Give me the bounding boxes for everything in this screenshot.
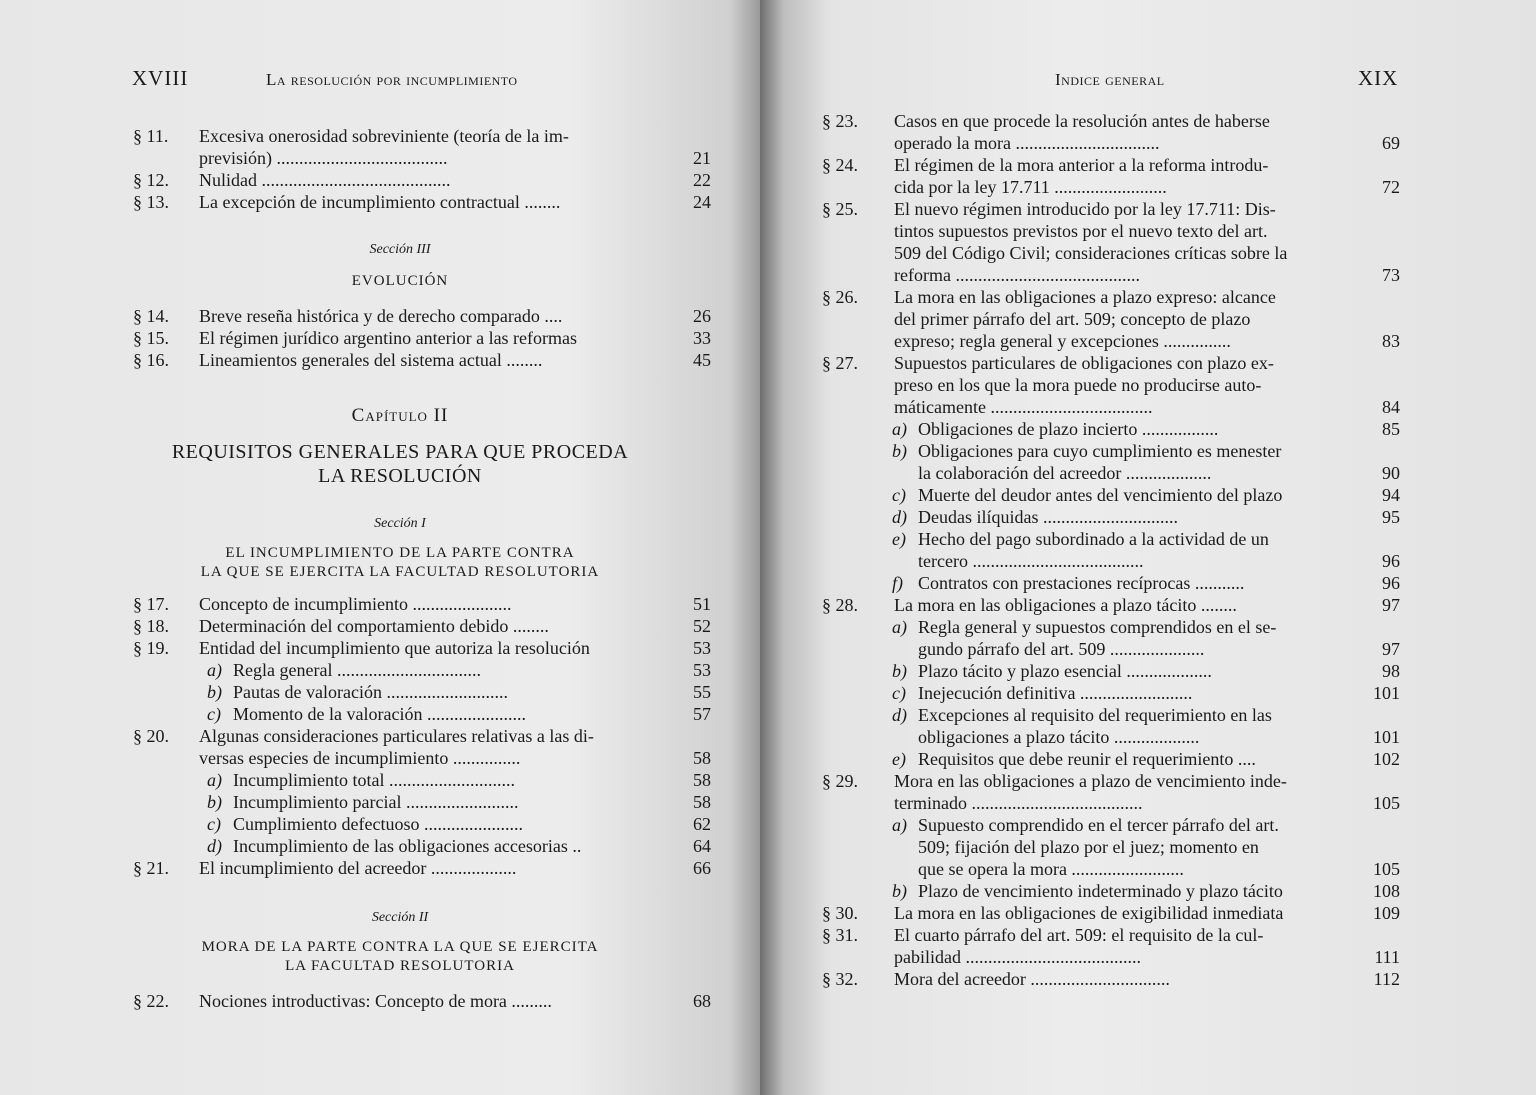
toc-entry xyxy=(822,440,1400,484)
toc-entry xyxy=(133,857,711,879)
entry-title-line: Algunas consideraciones particulares relativas a las di- xyxy=(199,726,594,746)
page-reference: 95 xyxy=(1382,507,1400,527)
entry-title-line: La mora en las obligaciones a plazo expreso: alcance xyxy=(894,287,1276,307)
entry-title-line: Concepto de incumplimiento ...................... xyxy=(199,594,512,614)
subsection-letter: c) xyxy=(207,814,221,834)
page-reference: 33 xyxy=(693,328,711,348)
entry-title-line: Incumplimiento de las obligaciones accesorias .. xyxy=(233,836,582,856)
page-reference: 22 xyxy=(693,170,711,190)
section-number: § 16. xyxy=(133,350,169,370)
section-number: § 24. xyxy=(822,155,858,175)
toc-entry xyxy=(133,305,711,327)
subsection-letter: b) xyxy=(207,682,222,702)
entry-title-line: El cuarto párrafo del art. 509: el requisito de la cul- xyxy=(894,925,1264,945)
section2-title-line2: LA FACULTAD RESOLUTORIA xyxy=(285,958,515,974)
subsection-letter: b) xyxy=(892,441,907,461)
entry-title-line: la colaboración del acreedor ................... xyxy=(918,463,1212,483)
page-reference: 109 xyxy=(1373,903,1400,923)
section-number: § 30. xyxy=(822,903,858,923)
entry-title-line: previsión) ...................................... xyxy=(199,148,448,168)
page-reference: 72 xyxy=(1382,177,1400,197)
page-reference: 51 xyxy=(693,594,711,614)
entry-title-line: Hecho del pago subordinado a la actividad de un xyxy=(918,529,1269,549)
toc-entry xyxy=(133,169,711,191)
chapter-title-line1: REQUISITOS GENERALES PARA QUE PROCEDA xyxy=(171,441,629,463)
entry-title-line: tintos supuestos previstos por el nuevo texto del art. xyxy=(894,221,1268,241)
toc-entry xyxy=(822,880,1400,902)
toc-entry xyxy=(822,814,1400,880)
toc-entry xyxy=(133,769,711,791)
entry-title-line: gundo párrafo del art. 509 ..................... xyxy=(918,639,1205,659)
subsection-letter: a) xyxy=(892,419,907,439)
entry-title-line: Deudas ilíquidas .............................. xyxy=(918,507,1178,527)
entry-title-line: reforma ......................................... xyxy=(894,265,1140,285)
toc-entry xyxy=(822,594,1400,616)
entry-title-line: Incumplimiento parcial ......................... xyxy=(233,792,519,812)
entry-title-line: 509 del Código Civil; consideraciones críticas sobre la xyxy=(894,243,1288,263)
section-number: § 32. xyxy=(822,969,858,989)
entry-title-line: Momento de la valoración ...................... xyxy=(233,704,526,724)
right-page-number: XIX xyxy=(1358,66,1399,90)
section1-label: Sección I xyxy=(374,516,426,531)
page-reference: 97 xyxy=(1382,639,1400,659)
entry-title-line: Entidad del incumplimiento que autoriza la resolución xyxy=(199,638,590,658)
page-reference: 108 xyxy=(1373,881,1400,901)
section1-title-line1: EL INCUMPLIMIENTO DE LA PARTE CONTRA xyxy=(225,545,575,561)
entry-title-line: pabilidad ....................................... xyxy=(894,947,1141,967)
entry-title-line: Supuesto comprendido en el tercer párrafo del art. xyxy=(918,815,1279,835)
entry-title-line: La mora en las obligaciones a plazo tácito ........ xyxy=(894,595,1237,615)
page-reference: 102 xyxy=(1373,749,1400,769)
page-reference: 24 xyxy=(693,192,711,212)
entry-title-line: Requisitos que debe reunir el requerimiento .... xyxy=(918,749,1256,769)
page-reference: 69 xyxy=(1382,133,1400,153)
toc-entry xyxy=(822,902,1400,924)
section-number: § 21. xyxy=(133,858,169,878)
toc-entry xyxy=(133,791,711,813)
page-reference: 53 xyxy=(693,660,711,680)
page-reference: 58 xyxy=(693,792,711,812)
page-reference: 64 xyxy=(693,836,711,856)
section-number: § 31. xyxy=(822,925,858,945)
entry-title-line: Pautas de valoración ........................... xyxy=(233,682,508,702)
chapter-label: Capítulo II xyxy=(351,405,449,426)
page-reference: 90 xyxy=(1382,463,1400,483)
page-reference: 96 xyxy=(1382,551,1400,571)
entry-title-line: La mora en las obligaciones de exigibilidad inmediata xyxy=(894,903,1284,923)
entry-title-line: preso en los que la mora puede no producirse auto- xyxy=(894,375,1262,395)
page-reference: 84 xyxy=(1382,397,1400,417)
page-reference: 58 xyxy=(693,770,711,790)
toc-entry xyxy=(133,990,711,1012)
page-reference: 83 xyxy=(1382,331,1400,351)
subsection-letter: c) xyxy=(892,683,906,703)
subsection-letter: a) xyxy=(207,770,222,790)
section-number: § 25. xyxy=(822,199,858,219)
section-number: § 26. xyxy=(822,287,858,307)
section-number: § 28. xyxy=(822,595,858,615)
toc-entry xyxy=(822,506,1400,528)
section3-title: EVOLUCIÓN xyxy=(351,273,449,289)
page-reference: 105 xyxy=(1373,859,1400,879)
page-reference: 105 xyxy=(1373,793,1400,813)
toc-entry xyxy=(133,813,711,835)
left-page-number: XVIII xyxy=(132,66,189,90)
entry-title-line: Nulidad .......................................... xyxy=(199,170,451,190)
entry-title-line: Regla general ................................ xyxy=(233,660,481,680)
toc-entry xyxy=(133,835,711,857)
page-reference: 26 xyxy=(693,306,711,326)
section1-title-line2: LA QUE SE EJERCITA LA FACULTAD RESOLUTORIA xyxy=(200,564,600,580)
entry-title-line: Plazo de vencimiento indeterminado y plazo tácito xyxy=(918,881,1283,901)
page-reference: 55 xyxy=(693,682,711,702)
page-reference: 57 xyxy=(693,704,711,724)
subsection-letter: b) xyxy=(892,661,907,681)
page-reference: 98 xyxy=(1382,661,1400,681)
entry-title-line: Determinación del comportamiento debido ........ xyxy=(199,616,549,636)
toc-entry xyxy=(133,725,711,769)
toc-entry xyxy=(822,286,1400,352)
toc-entry xyxy=(822,198,1400,286)
section-number: § 27. xyxy=(822,353,858,373)
entry-title-line: 509; fijación del plazo por el juez; momento en xyxy=(918,837,1259,857)
toc-entry xyxy=(133,327,711,349)
section-number: § 14. xyxy=(133,306,169,326)
page-reference: 21 xyxy=(693,148,711,168)
entry-title-line: Muerte del deudor antes del vencimiento del plazo xyxy=(918,485,1283,505)
entry-title-line: Contratos con prestaciones recíprocas ........... xyxy=(918,573,1245,593)
entry-title-line: El nuevo régimen introducido por la ley 17.711: Dis- xyxy=(894,199,1276,219)
entry-title-line: Mora en las obligaciones a plazo de vencimiento inde- xyxy=(894,771,1287,791)
entry-title-line: Cumplimiento defectuoso ...................... xyxy=(233,814,523,834)
toc-entry xyxy=(822,968,1400,990)
subsection-letter: f) xyxy=(892,573,903,593)
entry-title-line: Inejecución definitiva ......................... xyxy=(918,683,1193,703)
section-number: § 15. xyxy=(133,328,169,348)
section-number: § 22. xyxy=(133,991,169,1011)
toc-entry xyxy=(822,572,1400,594)
entry-title-line: El régimen jurídico argentino anterior a las reformas xyxy=(199,328,578,348)
entry-title-line: Excesiva onerosidad sobreviniente (teoría de la im- xyxy=(199,126,569,146)
toc-entry xyxy=(822,418,1400,440)
toc-entry xyxy=(822,352,1400,418)
subsection-letter: d) xyxy=(892,705,907,725)
toc-entry xyxy=(822,528,1400,572)
page-reference: 111 xyxy=(1374,947,1400,967)
page-reference: 53 xyxy=(693,638,711,658)
page-reference: 97 xyxy=(1382,595,1400,615)
page-reference: 101 xyxy=(1373,683,1400,703)
section-number: § 17. xyxy=(133,594,169,614)
section3-label: Sección III xyxy=(369,242,431,257)
toc-entry xyxy=(133,593,711,615)
page-reference: 58 xyxy=(693,748,711,768)
entry-title-line: versas especies de incumplimiento ............... xyxy=(199,748,521,768)
toc-entry xyxy=(822,924,1400,968)
subsection-letter: a) xyxy=(892,815,907,835)
entry-title-line: Supuestos particulares de obligaciones con plazo ex- xyxy=(894,353,1274,373)
page-reference: 85 xyxy=(1382,419,1400,439)
entry-title-line: Casos en que procede la resolución antes de haberse xyxy=(894,111,1270,131)
page-reference: 96 xyxy=(1382,573,1400,593)
left-running-head: La resolución por incumplimiento xyxy=(266,70,518,89)
entry-title-line: Incumplimiento total ............................ xyxy=(233,770,515,790)
chapter-title-line2: LA RESOLUCIÓN xyxy=(318,465,482,487)
entry-title-line: Lineamientos generales del sistema actual ........ xyxy=(199,350,543,370)
page-reference: 101 xyxy=(1373,727,1400,747)
entry-title-line: Regla general y supuestos comprendidos en el se- xyxy=(918,617,1277,637)
toc-entry xyxy=(133,125,711,169)
subsection-letter: d) xyxy=(207,836,222,856)
entry-title-line: Obligaciones para cuyo cumplimiento es menester xyxy=(918,441,1282,461)
entry-title-line: Breve reseña histórica y de derecho comparado .... xyxy=(199,306,563,326)
page-reference: 66 xyxy=(693,858,711,878)
toc-entry xyxy=(822,704,1400,748)
subsection-letter: e) xyxy=(892,529,906,549)
page-reference: 73 xyxy=(1382,265,1400,285)
toc-entry xyxy=(822,616,1400,660)
entry-title-line: Nociones introductivas: Concepto de mora ......... xyxy=(199,991,552,1011)
toc-entry xyxy=(822,154,1400,198)
subsection-letter: c) xyxy=(207,704,221,724)
page-reference: 112 xyxy=(1373,969,1400,989)
toc-entry xyxy=(822,110,1400,154)
toc-entry xyxy=(822,770,1400,814)
toc-entry xyxy=(133,703,711,725)
entry-title-line: del primer párrafo del art. 509; concepto de plazo xyxy=(894,309,1251,329)
entry-title-line: tercero ...................................... xyxy=(918,551,1144,571)
subsection-letter: a) xyxy=(207,660,222,680)
subsection-letter: b) xyxy=(207,792,222,812)
page-reference: 45 xyxy=(693,350,711,370)
section-number: § 23. xyxy=(822,111,858,131)
entry-title-line: La excepción de incumplimiento contractual ........ xyxy=(199,192,561,212)
toc-entry xyxy=(133,349,711,371)
entry-title-line: terminado ...................................... xyxy=(894,793,1143,813)
entry-title-line: operado la mora ................................ xyxy=(894,133,1160,153)
section-number: § 19. xyxy=(133,638,169,658)
section-number: § 18. xyxy=(133,616,169,636)
section2-label: Sección II xyxy=(371,910,429,925)
entry-title-line: Mora del acreedor ............................... xyxy=(894,969,1170,989)
toc-entry xyxy=(133,637,711,659)
toc-entry xyxy=(133,681,711,703)
entry-title-line: Obligaciones de plazo incierto ................. xyxy=(918,419,1219,439)
right-page xyxy=(760,0,1536,1095)
left-page xyxy=(0,0,760,1095)
toc-entry xyxy=(822,484,1400,506)
section-number: § 20. xyxy=(133,726,169,746)
subsection-letter: e) xyxy=(892,749,906,769)
toc-entry xyxy=(822,748,1400,770)
page-reference: 52 xyxy=(693,616,711,636)
entry-title-line: Excepciones al requisito del requerimiento en las xyxy=(918,705,1272,725)
entry-title-line: El régimen de la mora anterior a la reforma introdu- xyxy=(894,155,1269,175)
entry-title-line: máticamente .................................... xyxy=(894,397,1153,417)
subsection-letter: b) xyxy=(892,881,907,901)
toc-entry xyxy=(133,659,711,681)
entry-title-line: Plazo tácito y plazo esencial ................... xyxy=(918,661,1212,681)
entry-title-line: obligaciones a plazo tácito ................... xyxy=(918,727,1200,747)
toc-entry xyxy=(822,660,1400,682)
page-reference: 62 xyxy=(693,814,711,834)
section-number: § 29. xyxy=(822,771,858,791)
section-number: § 13. xyxy=(133,192,169,212)
subsection-letter: a) xyxy=(892,617,907,637)
section2-title-line1: MORA DE LA PARTE CONTRA LA QUE SE EJERCITA xyxy=(201,939,599,955)
entry-title-line: El incumplimiento del acreedor ................... xyxy=(199,858,517,878)
subsection-letter: d) xyxy=(892,507,907,527)
entry-title-line: expreso; regla general y excepciones ............... xyxy=(894,331,1231,351)
toc-entry xyxy=(133,191,711,213)
entry-title-line: que se opera la mora ......................... xyxy=(918,859,1184,879)
toc-entry xyxy=(822,682,1400,704)
entry-title-line: cida por la ley 17.711 ......................... xyxy=(894,177,1167,197)
toc-entry xyxy=(133,615,711,637)
section-number: § 12. xyxy=(133,170,169,190)
right-running-head: Indice general xyxy=(1055,70,1165,89)
subsection-letter: c) xyxy=(892,485,906,505)
page-reference: 68 xyxy=(693,991,711,1011)
section-number: § 11. xyxy=(133,126,169,146)
page-reference: 94 xyxy=(1382,485,1400,505)
